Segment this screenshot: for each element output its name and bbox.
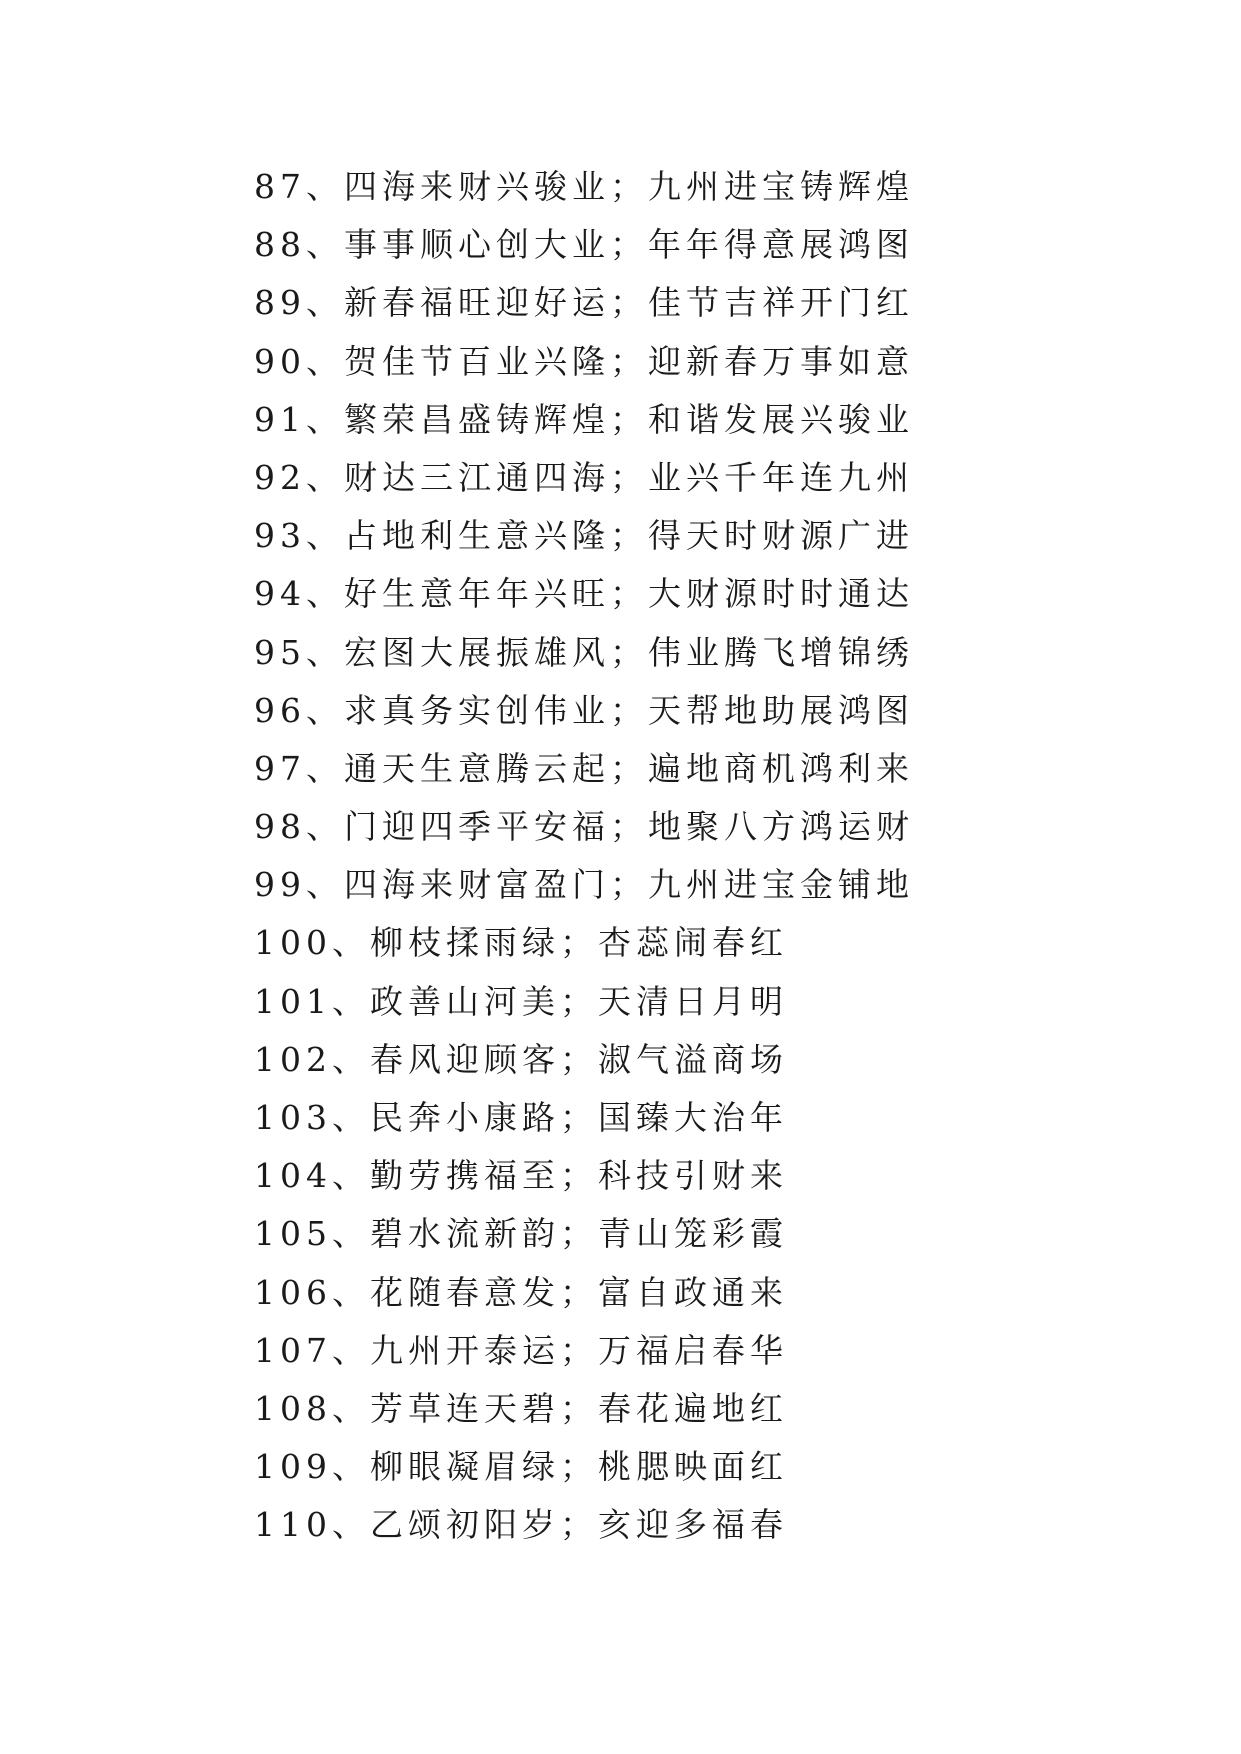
couplet-line-98: 98、门迎四季平安福；地聚八方鸿运财 (254, 807, 914, 847)
couplet-line-87: 87、四海来财兴骏业；九州进宝铸辉煌 (254, 167, 914, 206)
couplet-line-92: 92、财达三江通四海；业兴千年连九州 (254, 457, 914, 497)
couplet-line-106: 106、花随春意发；富自政通来 (254, 1272, 788, 1312)
couplet-line-102: 102、春风迎顾客；淑气溢商场 (254, 1039, 788, 1079)
couplet-line-94: 94、好生意年年兴旺；大财源时时通达 (254, 574, 914, 614)
couplet-list (254, 158, 914, 1555)
couplet-line-91: 91、繁荣昌盛铸辉煌；和谐发展兴骏业 (254, 399, 914, 439)
couplet-line-90: 90、贺佳节百业兴隆；迎新春万事如意 (254, 341, 914, 381)
couplet-line-110: 110、乙颂初阳岁；亥迎多福春 (254, 1505, 788, 1545)
couplet-line-100: 100、柳枝揉雨绿；杏蕊闹春红 (254, 923, 788, 963)
couplet-line-97: 97、通天生意腾云起；遍地商机鸿利来 (254, 748, 914, 788)
couplet-line-101: 101、政善山河美；天清日月明 (254, 981, 788, 1021)
couplet-line-96: 96、求真务实创伟业；天帮地助展鸿图 (254, 690, 914, 730)
couplet-line-107: 107、九州开泰运；万福启春华 (254, 1330, 788, 1370)
couplet-line-108: 108、芳草连天碧；春花遍地红 (254, 1388, 788, 1428)
couplet-line-109: 109、柳眼凝眉绿；桃腮映面红 (254, 1447, 788, 1487)
couplet-line-104: 104、勤劳携福至；科技引财来 (254, 1156, 788, 1196)
couplet-line-88: 88、事事顺心创大业；年年得意展鸿图 (254, 225, 914, 265)
couplet-line-103: 103、民奔小康路；国臻大治年 (254, 1098, 788, 1137)
couplet-line-99: 99、四海来财富盈门；九州进宝金铺地 (254, 865, 914, 905)
couplet-line-89: 89、新春福旺迎好运；佳节吉祥开门红 (254, 283, 914, 323)
couplet-line-105: 105、碧水流新韵；青山笼彩霞 (254, 1214, 788, 1254)
couplet-line-93: 93、占地利生意兴隆；得天时财源广进 (254, 516, 914, 556)
couplet-line-95: 95、宏图大展振雄风；伟业腾飞增锦绣 (254, 632, 914, 672)
